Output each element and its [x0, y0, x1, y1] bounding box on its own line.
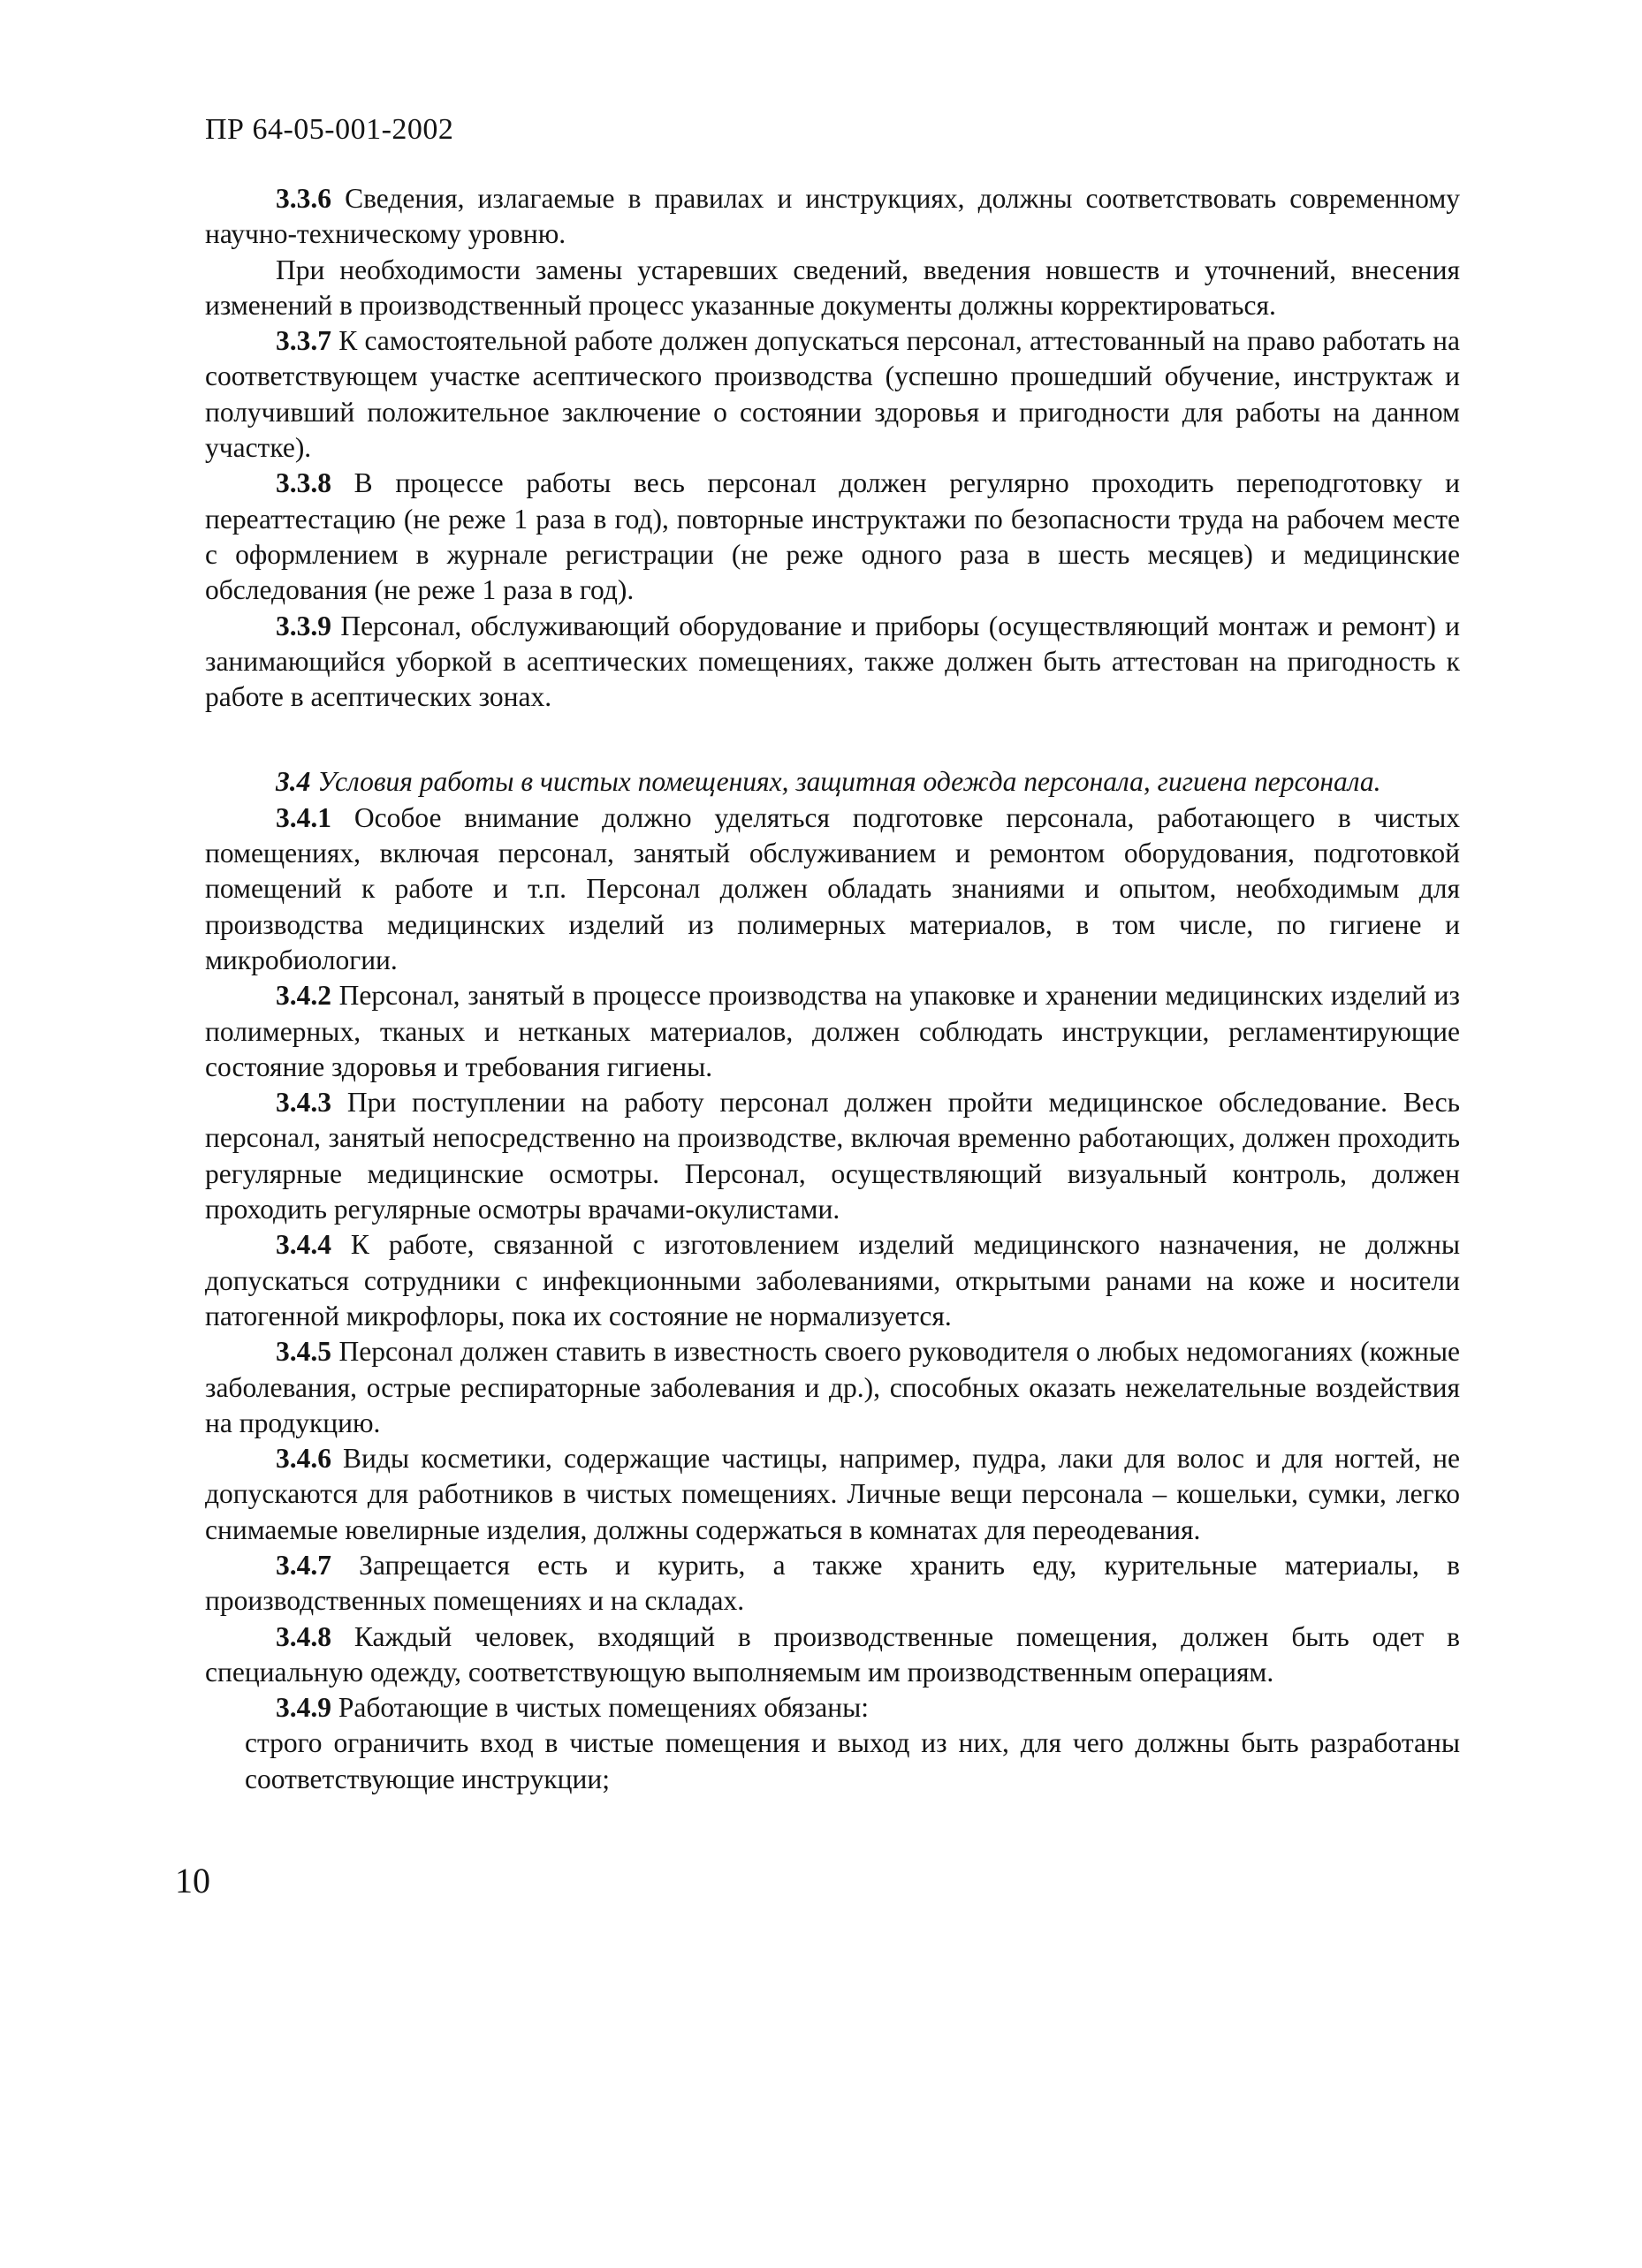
clause-text: Персонал должен ставить в известность своего руководителя о любых недомоганиях (кожные заболевания, острые респираторные заболевания и др.), способных оказать нежелательные воздействия на продукцию. — [205, 1336, 1460, 1438]
clause-number: 3.4.2 — [276, 980, 331, 1012]
clause-text: Персонал, занятый в процессе производства на упаковке и хранении медицинских изделий из полимерных, тканых и нетканых материалов, должен соблюдать инструкции, регламентирующие состояние здоровья и требования гигиены. — [205, 980, 1460, 1082]
paragraph-3-4-1 — [205, 800, 1460, 978]
paragraph-3-4-2 — [205, 978, 1460, 1085]
document-code-header: ПР 64-05-001-2002 — [205, 113, 454, 146]
clause-number: 3.4.1 — [276, 801, 331, 833]
paragraph-3-4-5 — [205, 1334, 1460, 1441]
paragraph-3-4-3 — [205, 1085, 1460, 1227]
clause-number: 3.4.8 — [276, 1620, 331, 1652]
clause-number: 3.4.5 — [276, 1336, 331, 1368]
page-number: 10 — [175, 1861, 210, 1900]
paragraph-3-4-9 — [205, 1690, 1460, 1726]
clause-text: Каждый человек, входящий в производственные помещения, должен быть одет в специальную одежду, соответствующую выполняемым им производственным операциям. — [205, 1620, 1460, 1688]
clause-text: Работающие в чистых помещениях обязаны: — [331, 1692, 870, 1724]
clause-text: К работе, связанной с изготовлением изделий медицинского назначения, не должны допускаться сотрудники с инфекционными заболеваниями, открытыми ранами на коже и носители патогенной микрофлоры, пока их состояние не нормализуется. — [205, 1229, 1460, 1331]
paragraph-3-4-7 — [205, 1548, 1460, 1619]
clause-text: При поступлении на работу персонал должен пройти медицинское обследование. Весь персонал, занятый непосредственно на производстве, включая временно работающих, должен проходить регулярные медицинские осмотры. Персонал, осуществляющий визуальный контроль, должен проходить регулярные осмотры врачами-окулистами. — [205, 1087, 1460, 1225]
clause-number: 3.4.9 — [276, 1692, 331, 1724]
section-heading-3-4 — [205, 764, 1460, 800]
clause-text: Персонал, обслуживающий оборудование и приборы (осуществляющий монтаж и ремонт) и занимающийся уборкой в асептических помещениях, также должен быть аттестован на пригодность к работе в асептических зонах. — [205, 610, 1460, 713]
paragraph-3-4-8 — [205, 1619, 1460, 1691]
document-body — [205, 181, 1460, 1797]
clause-text: В процессе работы весь персонал должен регулярно проходить переподготовку и переаттестацию (не реже 1 раза в год), повторные инструктажи по безопасности труда на рабочем месте с оформлением в журнале регистрации (не реже одного раза в шесть месяцев) и медицинские обследования (не реже 1 раза в год). — [205, 467, 1460, 606]
clause-number: 3.4.6 — [276, 1443, 331, 1475]
paragraph-3-3-8 — [205, 466, 1460, 608]
clause-number: 3.3.9 — [276, 610, 331, 641]
list-item-restrict-access: строго ограничить вход в чистые помещения и выход из них, для чего должны быть разработаны соответствующие инструкции; — [245, 1727, 1460, 1794]
clause-text: Виды косметики, содержащие частицы, например, пудра, лаки для волос и для ногтей, не допускаются для работников в чистых помещениях. Личные вещи персонала – кошельки, сумки, легко снимаемые ювелирные изделия, должны содержаться в комнатах для переодевания. — [205, 1443, 1460, 1545]
clause-number: 3.4.7 — [276, 1549, 331, 1581]
clause-number: 3.3.7 — [276, 325, 331, 357]
clause-text: Особое внимание должно уделяться подготовке персонала, работающего в чистых помещениях, включая персонал, занятый обслуживанием и ремонтом оборудования, подготовкой помещений к работе и т.п. Персонал должен обладать знаниями и опытом, необходимым для производства медицинских изделий из полимерных материалов, в том числе, по гигиене и микробиологии. — [205, 801, 1460, 975]
paragraph-3-4-4 — [205, 1227, 1460, 1334]
paragraph-3-3-7 — [205, 323, 1460, 466]
paragraph-3-3-6 — [205, 181, 1460, 253]
clause-text: Сведения, излагаемые в правилах и инструкциях, должны соответствовать современному научно-техническому уровню. — [205, 183, 1460, 250]
clause-text: К самостоятельной работе должен допускаться персонал, аттестованный на право работать на соответствующем участке асептического производства (успешно прошедший обучение, инструктаж и получивший положительное заключение о состоянии здоровья и пригодности для работы на данном участке). — [205, 325, 1460, 464]
clause-number: 3.3.8 — [276, 467, 331, 499]
paragraph-3-3-9 — [205, 609, 1460, 716]
clause-text: Запрещается есть и курить, а также хранить еду, курительные материалы, в производственных помещениях и на складах. — [205, 1549, 1460, 1617]
paragraph-3-4-6 — [205, 1441, 1460, 1548]
clause-number: 3.4.4 — [276, 1229, 331, 1261]
clause-number: 3.3.6 — [276, 183, 331, 214]
clause-text: При необходимости замены устаревших сведений, введения новшеств и уточнений, внесения изменений в производственный процесс указанные документы должны корректироваться. — [205, 254, 1460, 321]
clause-number: 3.4.3 — [276, 1087, 331, 1119]
section-title: Условия работы в чистых помещениях, защитная одежда персонала, гигиена персонала. — [310, 766, 1381, 798]
paragraph-3-3-6-continued — [205, 253, 1460, 324]
section-number: 3.4 — [276, 766, 311, 798]
